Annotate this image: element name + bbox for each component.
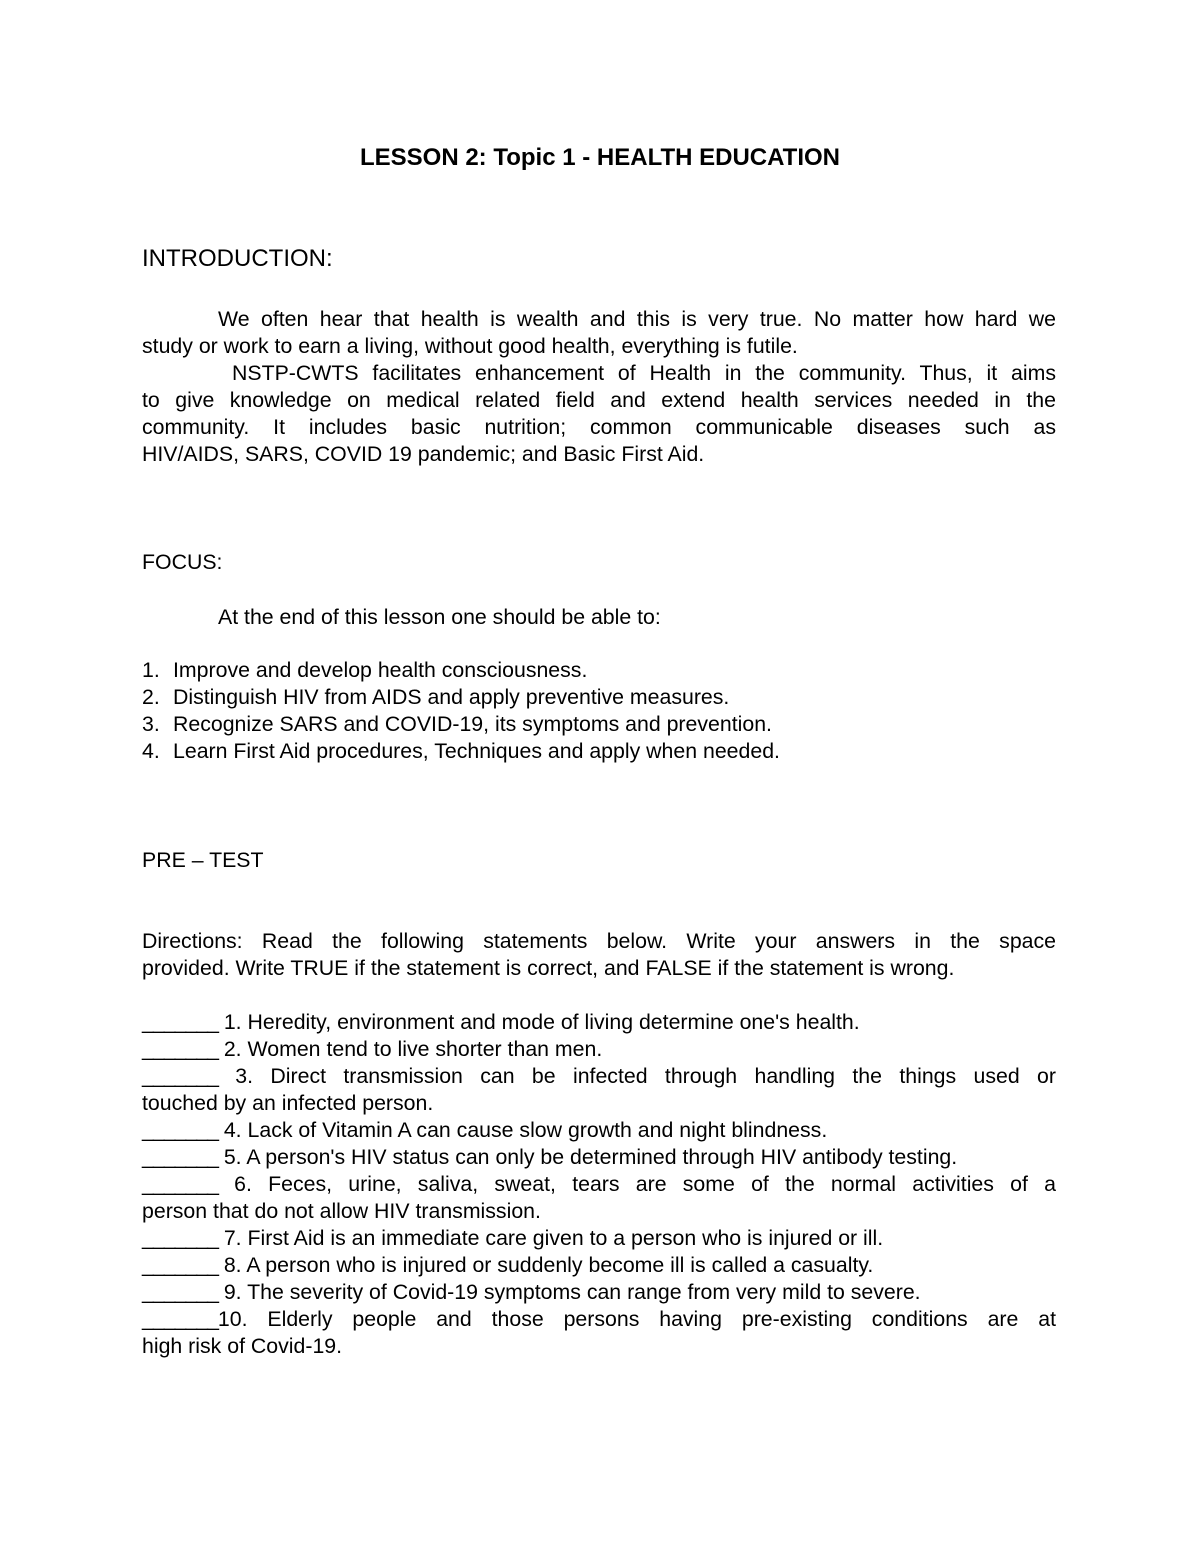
directions-line-2: provided. Write TRUE if the statement is correct, and FALSE if the statement is wrong.: [142, 956, 955, 980]
pretest-item-9: _______ 9. The severity of Covid-19 symptoms can range from very mild to severe.: [142, 1280, 921, 1304]
intro-p2-line-2: to give knowledge on medical related field and extend health services needed in the: [142, 388, 1056, 412]
answer-blank[interactable]: _______: [142, 1145, 218, 1169]
pretest-item-1: _______ 1. Heredity, environment and mode of living determine one's health.: [142, 1010, 860, 1034]
pretest-item-10-cont: high risk of Covid-19.: [142, 1334, 343, 1358]
objective-number: 1.: [142, 658, 160, 682]
directions-line-1: Directions: Read the following statements below. Write your answers in the space: [142, 929, 1056, 953]
objective-text: Improve and develop health consciousness.: [173, 658, 588, 682]
pretest-item-5: _______ 5. A person's HIV status can only be determined through HIV antibody testing.: [142, 1145, 958, 1169]
objective-number: 3.: [142, 712, 160, 736]
pretest-item-7: _______ 7. First Aid is an immediate care given to a person who is injured or ill.: [142, 1226, 884, 1250]
introduction-heading: INTRODUCTION:: [142, 245, 333, 272]
page-title: LESSON 2: Topic 1 - HEALTH EDUCATION: [359, 144, 840, 171]
pretest-item-10: _______10. Elderly people and those persons having pre-existing conditions are at: [142, 1307, 1056, 1331]
pretest-item-3: _______ 3. Direct transmission can be infected through handling the things used or: [142, 1064, 1056, 1088]
objective-number: 2.: [142, 685, 160, 709]
answer-blank[interactable]: _______: [142, 1253, 218, 1277]
intro-p2-line-1: NSTP-CWTS facilitates enhancement of Health in the community. Thus, it aims: [232, 361, 1056, 385]
focus-objective-3: [142, 711, 772, 738]
pretest-directions: [142, 928, 1056, 982]
pretest-heading: PRE – TEST: [142, 848, 264, 872]
objective-text: Learn First Aid procedures, Techniques and apply when needed.: [173, 739, 780, 763]
intro-p2-line-3: community. It includes basic nutrition; common communicable diseases such as: [142, 415, 1056, 439]
intro-p1-line-1: We often hear that health is wealth and this is very true. No matter how hard we: [218, 307, 1056, 331]
pretest-item-4: _______ 4. Lack of Vitamin A can cause slow growth and night blindness.: [142, 1118, 828, 1142]
intro-p1-line-2: study or work to earn a living, without good health, everything is futile.: [142, 334, 798, 358]
answer-blank[interactable]: _______: [142, 1226, 218, 1250]
focus-lead: At the end of this lesson one should be able to:: [218, 605, 661, 629]
objective-text: Distinguish HIV from AIDS and apply preventive measures.: [173, 685, 730, 709]
answer-blank[interactable]: _______: [142, 1280, 218, 1304]
objective-number: 4.: [142, 739, 160, 763]
focus-heading: FOCUS:: [142, 550, 223, 574]
focus-objective-2: [142, 684, 729, 711]
answer-blank[interactable]: _______: [142, 1010, 218, 1034]
intro-p2-line-4: HIV/AIDS, SARS, COVID 19 pandemic; and Basic First Aid.: [142, 442, 705, 466]
pretest-item-8: _______ 8. A person who is injured or suddenly become ill is called a casualty.: [142, 1253, 874, 1277]
focus-objective-1: [142, 657, 587, 684]
introduction-paragraph-1: [142, 306, 1056, 360]
pretest-item-6-cont: person that do not allow HIV transmission.: [142, 1199, 541, 1223]
introduction-paragraph-2: [142, 360, 1056, 468]
answer-blank[interactable]: _______: [142, 1172, 218, 1196]
answer-blank[interactable]: _______: [142, 1307, 218, 1331]
pretest-items: [142, 1009, 1056, 1360]
objective-text: Recognize SARS and COVID-19, its symptoms and prevention.: [173, 712, 772, 736]
answer-blank[interactable]: _______: [142, 1064, 218, 1088]
pretest-item-3-cont: touched by an infected person.: [142, 1091, 434, 1115]
answer-blank[interactable]: _______: [142, 1118, 218, 1142]
focus-objective-4: [142, 738, 780, 765]
answer-blank[interactable]: _______: [142, 1037, 218, 1061]
pretest-item-6: _______ 6. Feces, urine, saliva, sweat, tears are some of the normal activities of a: [142, 1172, 1056, 1196]
pretest-item-2: _______ 2. Women tend to live shorter than men.: [142, 1037, 603, 1061]
